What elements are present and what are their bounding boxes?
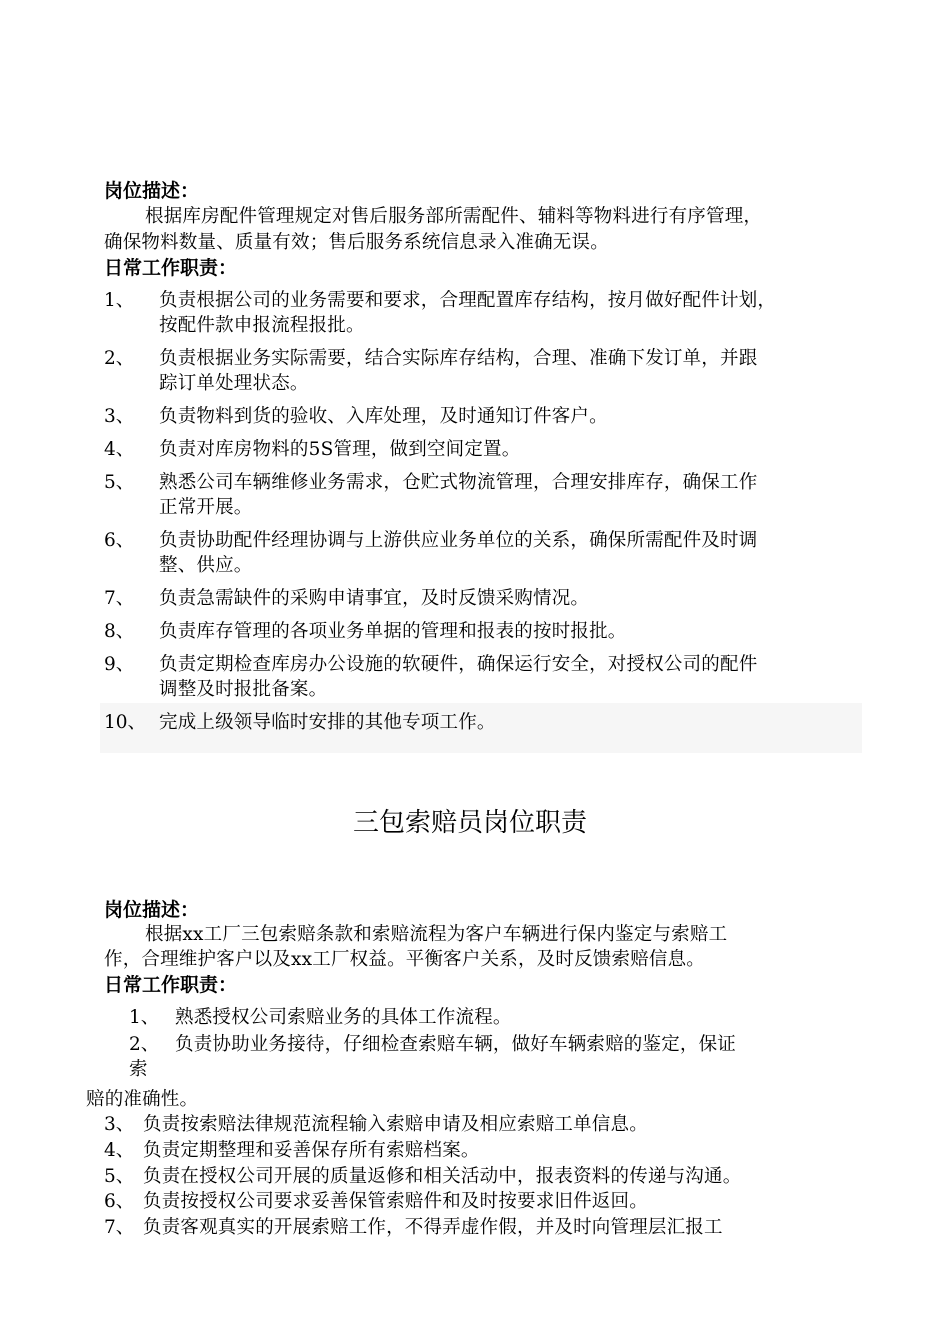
duty-text: 负责在授权公司开展的质量返修和相关活动中，报表资料的传递与沟通。 xyxy=(143,1166,742,1187)
duty-text: 正常开展。 xyxy=(159,497,253,518)
duty-text: 熟悉授权公司索赔业务的具体工作流程。 xyxy=(175,1007,512,1028)
duty-number: 1、 xyxy=(129,1007,160,1028)
section1-desc-line2: 确保物料数量、质量有效；售后服务系统信息录入准确无误。 xyxy=(104,232,609,253)
duty-text: 负责按索赔法律规范流程输入索赔申请及相应索赔工单信息。 xyxy=(143,1114,648,1135)
duty-text: 负责定期检查库房办公设施的软硬件，确保运行安全，对授权公司的配件 xyxy=(159,654,758,675)
duty-text: 负责对库房物料的5S管理，做到空间定置。 xyxy=(159,439,521,460)
duty-number: 5、 xyxy=(104,1166,135,1187)
duty-text: 完成上级领导临时安排的其他专项工作。 xyxy=(159,712,496,733)
duty-text: 负责按授权公司要求妥善保管索赔件和及时按要求旧件返回。 xyxy=(143,1191,648,1212)
duty-text: 负责协助业务接待，仔细检查索赔车辆，做好车辆索赔的鉴定，保证 xyxy=(175,1034,737,1055)
duty-number: 3、 xyxy=(104,406,135,427)
duty-number: 6、 xyxy=(104,530,135,551)
section2-duties-heading: 日常工作职责： xyxy=(104,974,238,996)
section1-desc-heading: 岗位描述： xyxy=(104,180,200,202)
duty-text: 负责急需缺件的采购申请事宜，及时反馈采购情况。 xyxy=(159,588,590,609)
duty-text: 负责根据业务实际需要，结合实际库存结构，合理、准确下发订单，并跟 xyxy=(159,348,758,369)
duty-text: 负责根据公司的业务需要和要求，合理配置库存结构，按月做好配件计划， xyxy=(159,290,777,311)
duty-number: 4、 xyxy=(104,1140,135,1161)
duty-number: 1、 xyxy=(104,290,135,311)
duty-number: 8、 xyxy=(104,621,135,642)
duty-number: 2、 xyxy=(104,348,135,369)
section2-desc-line1: 根据xx工厂三包索赔条款和索赔流程为客户车辆进行保内鉴定与索赔工 xyxy=(145,924,728,945)
duty-number: 7、 xyxy=(104,1217,135,1238)
duty-text: 负责物料到货的验收、入库处理，及时通知订件客户。 xyxy=(159,406,608,427)
duty-number: 10、 xyxy=(104,712,147,733)
duty-text-wrap: 索 xyxy=(129,1059,148,1080)
section2-desc-line2: 作，合理维护客户以及xx工厂权益。平衡客户关系，及时反馈索赔信息。 xyxy=(104,949,705,970)
duty-text: 负责定期整理和妥善保存所有索赔档案。 xyxy=(143,1140,480,1161)
section2-desc-heading: 岗位描述： xyxy=(104,899,200,921)
duty-number: 7、 xyxy=(104,588,135,609)
duty-text: 熟悉公司车辆维修业务需求，仓贮式物流管理，合理安排库存，确保工作 xyxy=(159,472,758,493)
duty-text: 调整及时报批备案。 xyxy=(159,679,328,700)
page-title: 三包索赔员岗位职责 xyxy=(353,808,588,838)
duty-number: 5、 xyxy=(104,472,135,493)
duty-number: 4、 xyxy=(104,439,135,460)
duty-number: 9、 xyxy=(104,654,135,675)
duty-text-wrap: 赔的准确性。 xyxy=(86,1089,199,1110)
duty-number: 6、 xyxy=(104,1191,135,1212)
duty-text: 按配件款申报流程报批。 xyxy=(159,315,365,336)
duty-text: 负责客观真实的开展索赔工作，不得弄虚作假，并及时向管理层汇报工 xyxy=(143,1217,723,1238)
section1-duties-heading: 日常工作职责： xyxy=(104,257,238,279)
duty-text: 整、供应。 xyxy=(159,555,253,576)
duty-text: 踪订单处理状态。 xyxy=(159,373,309,394)
duty-text: 负责库存管理的各项业务单据的管理和报表的按时报批。 xyxy=(159,621,627,642)
duty-number: 3、 xyxy=(104,1114,135,1135)
duty-number: 2、 xyxy=(129,1034,160,1055)
duty-text: 负责协助配件经理协调与上游供应业务单位的关系，确保所需配件及时调 xyxy=(159,530,758,551)
section1-desc-line1: 根据库房配件管理规定对售后服务部所需配件、辅料等物料进行有序管理， xyxy=(145,206,763,227)
